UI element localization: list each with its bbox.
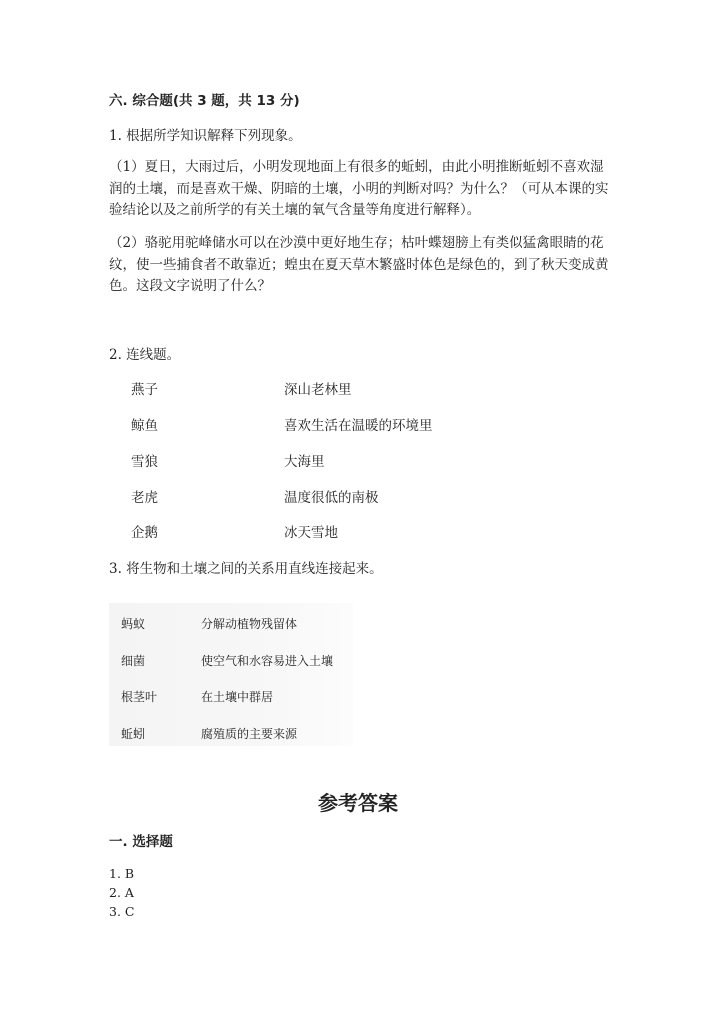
question-3-label: 3. 将生物和土壤之间的关系用直线连接起来。 bbox=[109, 561, 383, 577]
match-right-item: 大海里 bbox=[284, 454, 325, 470]
match-right-item: 冰天雪地 bbox=[284, 525, 338, 541]
image-left-item: 细菌 bbox=[121, 654, 146, 668]
image-left-item: 蚯蚓 bbox=[121, 727, 146, 741]
match-right-item: 喜欢生活在温暖的环境里 bbox=[284, 418, 433, 434]
image-right-item: 在土壤中群居 bbox=[201, 690, 274, 704]
match-left-item: 鲸鱼 bbox=[131, 418, 158, 434]
section-title: 六. 综合题(共 3 题，共 13 分) bbox=[109, 93, 300, 109]
answer-item: 3. C bbox=[109, 904, 135, 919]
image-left-item: 根茎叶 bbox=[121, 690, 158, 704]
question-1-part-1: （1）夏日，大雨过后，小明发现地面上有很多的蚯蚓，由此小明推断蚯蚓不喜欢湿润的土壤，而是喜欢干燥、阴暗的土壤，小明的判断对吗？为什么？（可从本课的实验结论以及之前所学的有关土壤的氧气含量等角度进行解释）。 bbox=[109, 159, 609, 218]
match-right-item: 温度很低的南极 bbox=[284, 490, 379, 506]
answer-item: 1. B bbox=[109, 866, 135, 881]
match-left-item: 老虎 bbox=[131, 490, 158, 506]
match-left-item: 企鹅 bbox=[131, 525, 158, 541]
question-1-part-2: （2）骆驼用驼峰储水可以在沙漠中更好地生存；枯叶蝶翅膀上有类似猛禽眼睛的花纹，使一些捕食者不敢靠近；蝗虫在夏天草木繁盛时体色是绿色的，到了秋天变成黄色。这段文字说明了什么？ bbox=[109, 235, 609, 294]
soil-relation-image bbox=[109, 603, 353, 746]
image-left-item: 蚂蚁 bbox=[121, 617, 146, 631]
match-left-item: 雪狼 bbox=[131, 454, 158, 470]
image-right-item: 使空气和水容易进入土壤 bbox=[201, 654, 334, 668]
question-2-label: 2. 连线题。 bbox=[109, 347, 181, 363]
answer-item: 2. A bbox=[109, 885, 134, 900]
answer-section-title: 一. 选择题 bbox=[109, 834, 173, 850]
image-right-item: 腐殖质的主要来源 bbox=[201, 727, 298, 741]
match-right-item: 深山老林里 bbox=[284, 382, 352, 398]
question-1-label: 1. 根据所学知识解释下列现象。 bbox=[109, 128, 302, 144]
answer-key-title: 参考答案 bbox=[318, 791, 398, 815]
image-right-item: 分解动植物残留体 bbox=[201, 617, 298, 631]
match-left-item: 燕子 bbox=[131, 382, 158, 398]
